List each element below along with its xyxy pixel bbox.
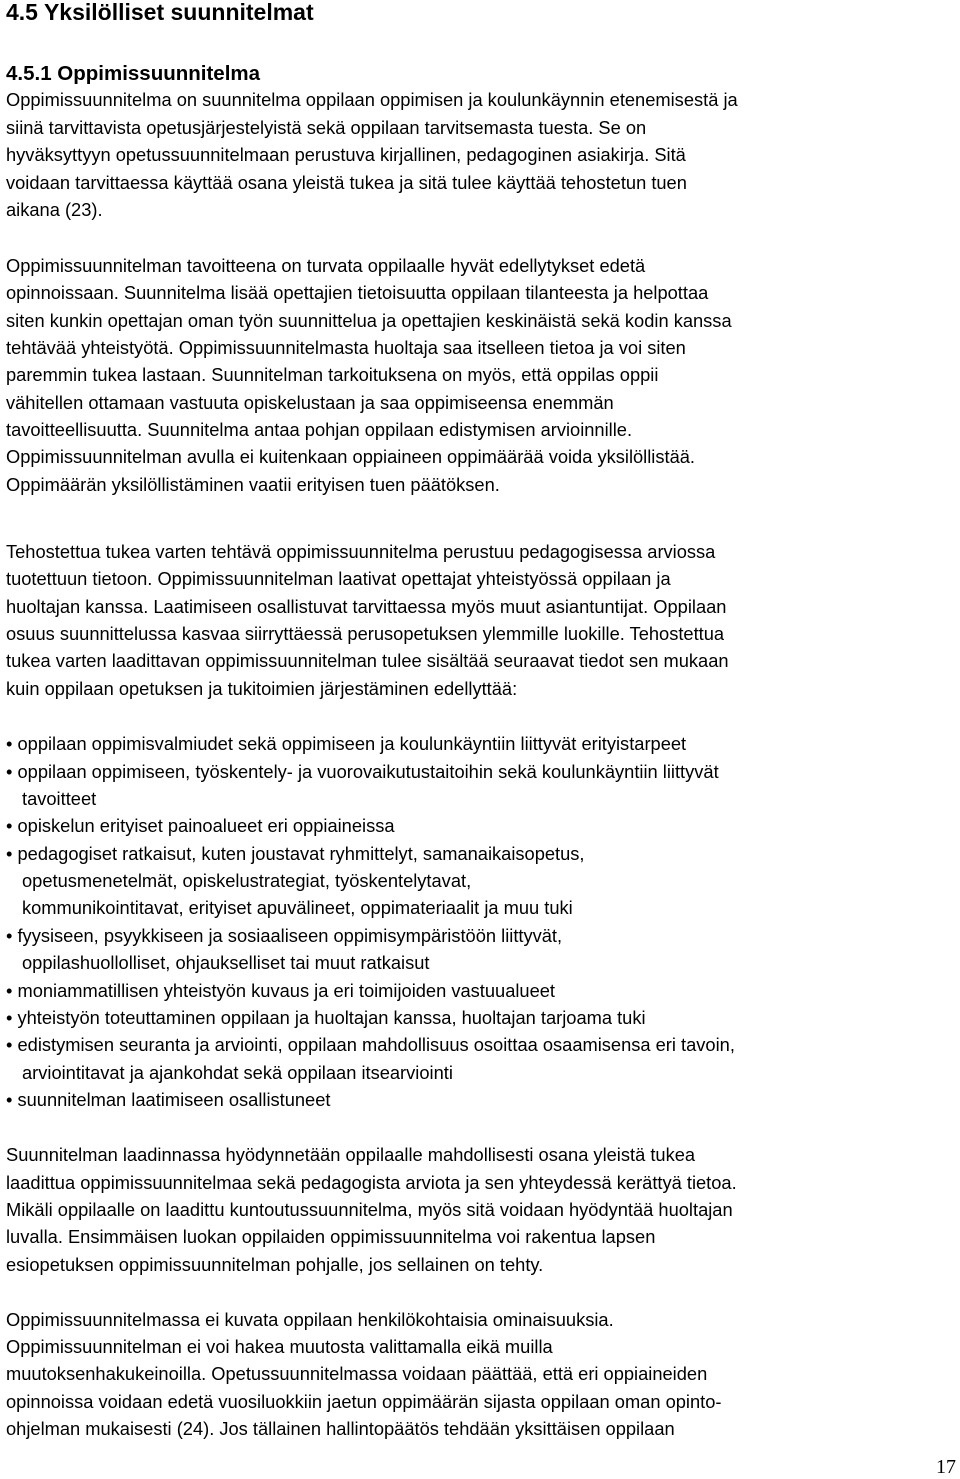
page-number: 17 (936, 1456, 956, 1478)
text-line: aikana (23). (6, 199, 103, 220)
text-line: Oppimäärän yksilöllistäminen vaatii erityisen tuen päätöksen. (6, 474, 500, 495)
text-line: Oppimissuunnitelman avulla ei kuitenkaan oppiaineen oppimäärää voida yksilöllistää. (6, 446, 696, 467)
text-line: opinnoissa voidaan edetä vuosiluokkiin jaetun oppimäärän sijasta oppilaan oman opinto- (6, 1391, 722, 1412)
subsection-title: 4.5.1 Oppimissuunnitelma (6, 62, 261, 85)
bullet-line: • fyysiseen, psyykkiseen ja sosiaaliseen oppimisympäristöön liittyvät, (6, 925, 563, 946)
text-line: opetusmenetelmät, opiskelustrategiat, työskentelytavat, (22, 870, 472, 891)
text-line: voidaan tarvittaessa käyttää osana yleistä tukea ja sitä tulee käyttää tehostetun tuen (6, 172, 687, 193)
text-line: siten kunkin opettajan oman työn suunnittelua ja opettajien keskinäistä sekä kodin kanssa (6, 310, 732, 331)
bullet-line: • edistymisen seuranta ja arviointi, oppilaan mahdollisuus osoittaa osaamisensa eri tavoin, (6, 1034, 735, 1055)
bullet-line: • opiskelun erityiset painoalueet eri oppiaineissa (6, 815, 395, 836)
text-line: esiopetuksen oppimissuunnitelman pohjalle, jos sellainen on tehty. (6, 1254, 544, 1275)
text-line: muutoksenhakukeinoilla. Opetussuunnitelmassa voidaan päättää, että eri oppiaineiden (6, 1363, 708, 1384)
text-line: vähitellen ottamaan vastuuta opiskelustaan ja saa oppimiseensa enemmän (6, 392, 614, 413)
bullet-line: • pedagogiset ratkaisut, kuten joustavat ryhmittelyt, samanaikaisopetus, (6, 843, 585, 864)
text-line: hyväksyttyyn opetussuunnitelmaan perustuva kirjallinen, pedagoginen asiakirja. Sitä (6, 144, 686, 165)
text-line: huoltajan kanssa. Laatimiseen osallistuvat tarvittaessa myös muut asiantuntijat. Oppilaan (6, 596, 727, 617)
text-line: Oppimissuunnitelmassa ei kuvata oppilaan henkilökohtaisia ominaisuuksia. (6, 1309, 614, 1330)
bullet-line: • suunnitelman laatimiseen osallistuneet (6, 1089, 331, 1110)
text-line: paremmin tukea lastaan. Suunnitelman tarkoituksena on myös, että oppilas oppii (6, 364, 659, 385)
text-line: tukea varten laadittavan oppimissuunnitelman tulee sisältää seuraavat tiedot sen mukaan (6, 650, 729, 671)
text-line: tuotettuun tietoon. Oppimissuunnitelman laativat opettajat yhteistyössä oppilaan ja (6, 568, 671, 589)
text-line: Oppimissuunnitelman ei voi hakea muutosta valittamalla eikä muilla (6, 1336, 553, 1357)
section-title: 4.5 Yksilölliset suunnitelmat (6, 0, 314, 25)
text-line: arviointitavat ja ajankohdat sekä oppilaan itsearviointi (22, 1062, 453, 1083)
text-line: Oppimissuunnitelma on suunnitelma oppilaan oppimisen ja koulunkäynnin etenemisestä ja (6, 89, 738, 110)
text-line: Oppimissuunnitelman tavoitteena on turvata oppilaalle hyvät edellytykset edetä (6, 255, 646, 276)
text-line: tavoitteellisuutta. Suunnitelma antaa pohjan oppilaan edistymisen arvioinnille. (6, 419, 633, 440)
text-line: kuin oppilaan opetuksen ja tukitoimien järjestäminen edellyttää: (6, 678, 518, 699)
text-line: tehtävää yhteistyötä. Oppimissuunnitelmasta huoltaja saa itselleen tietoa ja voi siten (6, 337, 686, 358)
bullet-line: • moniammatillisen yhteistyön kuvaus ja eri toimijoiden vastuualueet (6, 980, 556, 1001)
text-line: osuus suunnittelussa kasvaa siirryttäessä perusopetuksen ylemmille luokille. Tehostettua (6, 623, 725, 644)
text-line: Tehostettua tukea varten tehtävä oppimissuunnitelma perustuu pedagogisessa arviossa (6, 541, 716, 562)
text-line: oppilashuollolliset, ohjaukselliset tai muut ratkaisut (22, 952, 430, 973)
bullet-line: • oppilaan oppimisvalmiudet sekä oppimiseen ja koulunkäyntiin liittyvät erityistarpeet (6, 733, 687, 754)
text-line: siinä tarvittavista opetusjärjestelyistä sekä oppilaan tarvitsemasta tuesta. Se on (6, 117, 647, 138)
text-line: Suunnitelman laadinnassa hyödynnetään oppilaalle mahdollisesti osana yleistä tukea (6, 1144, 696, 1165)
text-line: opinnoissaan. Suunnitelma lisää opettajien tietoisuutta oppilaan tilanteesta ja helpottaa (6, 282, 709, 303)
text-line: kommunikointitavat, erityiset apuvälineet, oppimateriaalit ja muu tuki (22, 897, 573, 918)
text-line: laadittua oppimissuunnitelmaa sekä pedagogista arviota ja sen yhteydessä kerättyä tietoa. (6, 1172, 737, 1193)
text-line: ohjelman mukaisesti (24). Jos tällainen hallintopäätös tehdään yksittäisen oppilaan (6, 1418, 675, 1439)
text-line: tavoitteet (22, 788, 97, 809)
text-line: luvalla. Ensimmäisen luokan oppilaiden oppimissuunnitelma voi rakentua lapsen (6, 1226, 656, 1247)
bullet-line: • yhteistyön toteuttaminen oppilaan ja huoltajan kanssa, huoltajan tarjoama tuki (6, 1007, 646, 1028)
bullet-line: • oppilaan oppimiseen, työskentely- ja vuorovaikutustaitoihin sekä koulunkäyntiin liittyvät (6, 761, 719, 782)
text-line: Mikäli oppilaalle on laadittu kuntoutussuunnitelma, myös sitä voidaan hyödyntää huoltajan (6, 1199, 733, 1220)
